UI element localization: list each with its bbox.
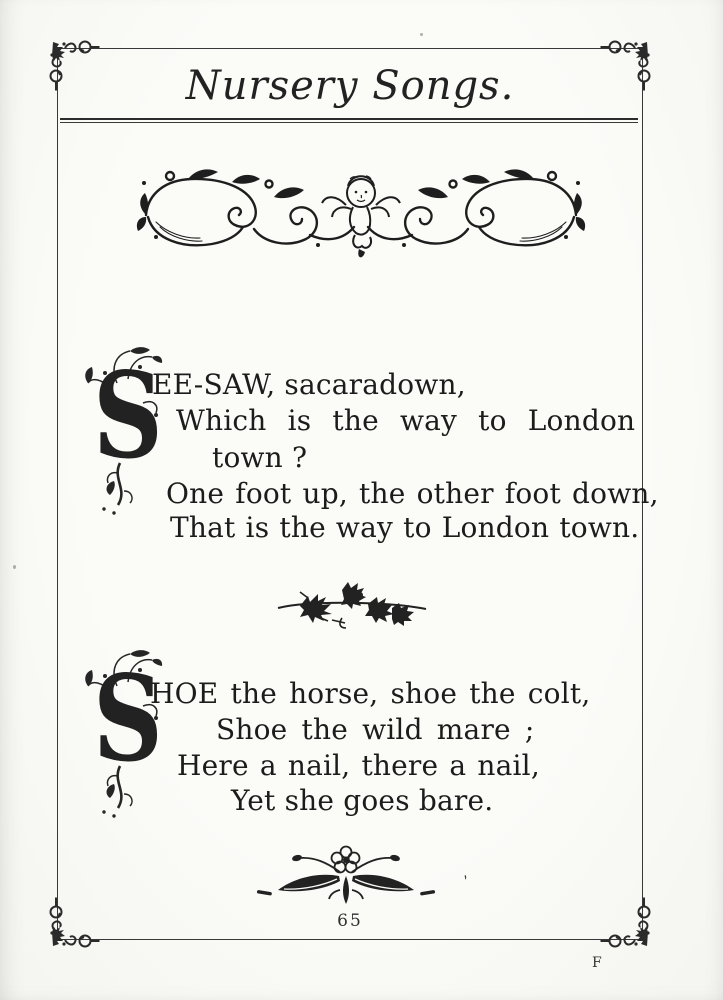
- verse-line: That is the way to London town.: [170, 511, 640, 544]
- verse-line: Yet she goes bare.: [231, 784, 494, 817]
- verse-line: town ?: [212, 441, 308, 474]
- ink-fleck: ’: [461, 871, 474, 891]
- verse-line: Shoe the wild mare ;: [216, 713, 535, 746]
- drop-cap-initial-1: [83, 347, 163, 519]
- dust-speck: [13, 565, 16, 569]
- verse-line: Here a nail, there a nail,: [177, 749, 540, 782]
- drop-cap-letter: S: [93, 650, 163, 789]
- verse-line: EE-SAW, sacaradown,: [152, 368, 466, 401]
- page-title: Nursery Songs.: [185, 63, 515, 109]
- tailpiece-ornament: [254, 844, 438, 908]
- holly-sprig-icon: [272, 578, 432, 630]
- cherub-figure-icon: [322, 176, 400, 257]
- verse-line: One foot up, the other foot down,: [166, 477, 659, 510]
- verse-line: Which is the way to London: [176, 404, 636, 437]
- drop-cap-initial-2: [83, 650, 163, 822]
- drop-cap-letter: S: [93, 347, 163, 486]
- signature-mark: F: [592, 955, 602, 971]
- dust-speck: [420, 33, 423, 36]
- divider-ornament: [272, 578, 432, 630]
- verse-line: HOE the horse, shoe the colt,: [150, 677, 591, 710]
- title-rule: [60, 118, 638, 123]
- floral-spray-icon: [254, 844, 438, 908]
- headpiece-ornament: [136, 166, 586, 264]
- page-number: 65: [337, 911, 363, 931]
- corner-flourish-bottom-left: [49, 868, 129, 948]
- corner-flourish-bottom-right: [571, 868, 651, 948]
- cherub-scroll-icon: [136, 166, 586, 264]
